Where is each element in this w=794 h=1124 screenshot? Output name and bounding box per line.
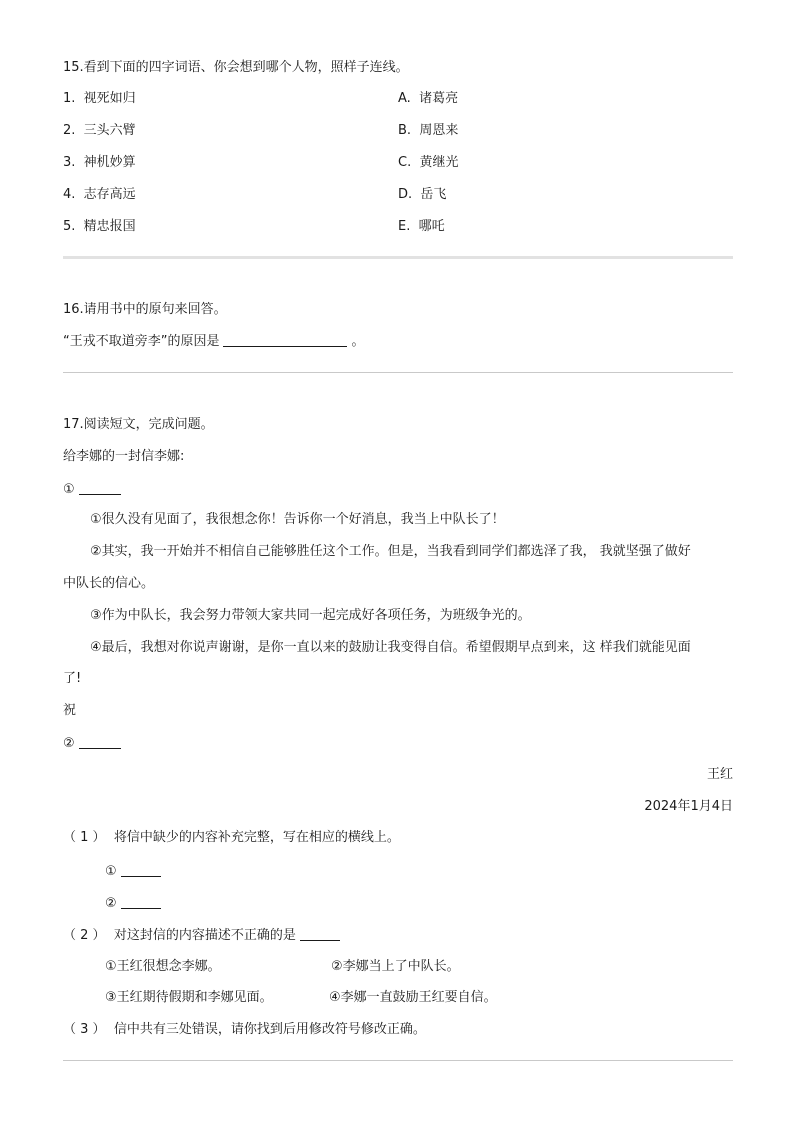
left-item-text: 神机妙算: [83, 155, 136, 170]
question-17-title: 17.阅读短文，完成问题。: [63, 417, 214, 432]
answer-blank[interactable]: [121, 863, 161, 877]
option-2[interactable]: ②李娜当上了中队长。: [331, 959, 460, 974]
letter-paragraph-4-line-1: ④最后，我想对你说声谢谢，是你一直以来的鼓励让我变得自信。希望假期早点到来，这 样我们就能见面: [90, 640, 691, 655]
sub-question-3: [63, 1022, 426, 1038]
blank-marker: ①: [105, 864, 117, 879]
letter-date: 2024年1月4日: [644, 799, 733, 814]
right-item-text: 周恩来: [419, 123, 459, 138]
question-16-prompt: [63, 333, 365, 350]
left-item-5[interactable]: [63, 219, 136, 235]
right-item-text: 岳飞: [420, 187, 447, 202]
option-1[interactable]: ①王红很想念李娜。: [105, 959, 221, 974]
letter-signature: 王红: [706, 767, 733, 782]
sub-1-blank-2: [105, 895, 161, 912]
letter-closing-zhu: 祝: [63, 703, 77, 718]
left-item-text: 精忠报国: [83, 219, 136, 234]
right-item-letter: E.: [398, 219, 411, 234]
right-item-letter: C.: [398, 155, 412, 170]
left-item-text: 视死如归: [83, 91, 136, 106]
right-item-b[interactable]: [398, 123, 458, 139]
right-item-letter: B.: [398, 123, 412, 138]
right-item-text: 黄继光: [419, 155, 459, 170]
letter-blank-1: [63, 481, 121, 498]
option-3[interactable]: ③王红期待假期和李娜见面。: [105, 990, 273, 1005]
blank-marker: ②: [105, 896, 117, 911]
left-item-4[interactable]: [63, 187, 136, 203]
question-15-title: 15.看到下面的四字词语、你会想到哪个人物，照样子连线。: [63, 60, 409, 75]
answer-blank[interactable]: [121, 895, 161, 909]
sub-question-1: [63, 830, 400, 846]
right-item-d[interactable]: [398, 187, 446, 203]
left-item-1[interactable]: [63, 91, 136, 107]
section-divider: [63, 372, 733, 373]
sub-question-text: 对这封信的内容描述不正确的是: [113, 928, 296, 943]
letter-heading: 给李娜的一封信李娜:: [63, 449, 185, 464]
left-item-text: 三头六臂: [83, 123, 136, 138]
sub-1-blank-1: [105, 863, 161, 880]
sub-question-text: 信中共有三处错误，请你找到后用修改符号修改正确。: [113, 1022, 426, 1037]
left-item-3[interactable]: [63, 155, 136, 171]
answer-blank[interactable]: [79, 735, 121, 749]
right-item-letter: A.: [398, 91, 411, 106]
left-item-number: 1.: [63, 91, 76, 106]
right-item-text: 哪吒: [418, 219, 445, 234]
right-item-e[interactable]: [398, 219, 445, 235]
sub-question-label: （ 3 ）: [63, 1022, 106, 1037]
left-item-number: 4.: [63, 187, 76, 202]
option-4[interactable]: ④李娜一直鼓励王红要自信。: [329, 990, 497, 1005]
answer-blank[interactable]: [223, 333, 347, 347]
right-item-c[interactable]: [398, 155, 459, 171]
sub-question-text: 将信中缺少的内容补充完整，写在相应的横线上。: [113, 830, 400, 845]
left-item-text: 志存高远: [83, 187, 136, 202]
letter-paragraph-2-line-1: ②其实，我一开始并不相信自己能够胜任这个工作。但是，当我看到同学们都选泽了我， 我就坚强了做好: [90, 544, 691, 559]
question-16-title: 16.请用书中的原句来回答。: [63, 302, 227, 317]
left-item-2[interactable]: [63, 123, 136, 139]
left-item-number: 5.: [63, 219, 76, 234]
question-16-prefix: “王戎不取道旁李”的原因是: [63, 334, 220, 349]
left-item-number: 3.: [63, 155, 76, 170]
left-item-number: 2.: [63, 123, 76, 138]
letter-paragraph-3: ③作为中队长，我会努力带领大家共同一起完成好各项任务，为班级争光的。: [90, 608, 531, 623]
section-divider: [63, 1060, 733, 1061]
right-item-a[interactable]: [398, 91, 458, 107]
sub-question-2: [63, 927, 340, 944]
letter-paragraph-1: ①很久没有见面了，我很想念你！告诉你一个好消息，我当上中队长了！: [90, 512, 505, 527]
blank-marker: ②: [63, 736, 75, 751]
right-item-letter: D.: [398, 187, 413, 202]
letter-blank-2: [63, 735, 121, 752]
blank-marker: ①: [63, 482, 75, 497]
answer-blank[interactable]: [300, 927, 340, 941]
letter-paragraph-2-line-2: 中队长的信心。: [63, 576, 155, 591]
letter-paragraph-4-line-2: 了!: [63, 671, 82, 686]
sub-question-label: （ 2 ）: [63, 928, 106, 943]
sub-question-label: （ 1 ）: [63, 830, 106, 845]
question-16-suffix: 。: [351, 334, 365, 349]
right-item-text: 诸葛亮: [419, 91, 459, 106]
section-divider: [63, 256, 733, 259]
answer-blank[interactable]: [79, 481, 121, 495]
